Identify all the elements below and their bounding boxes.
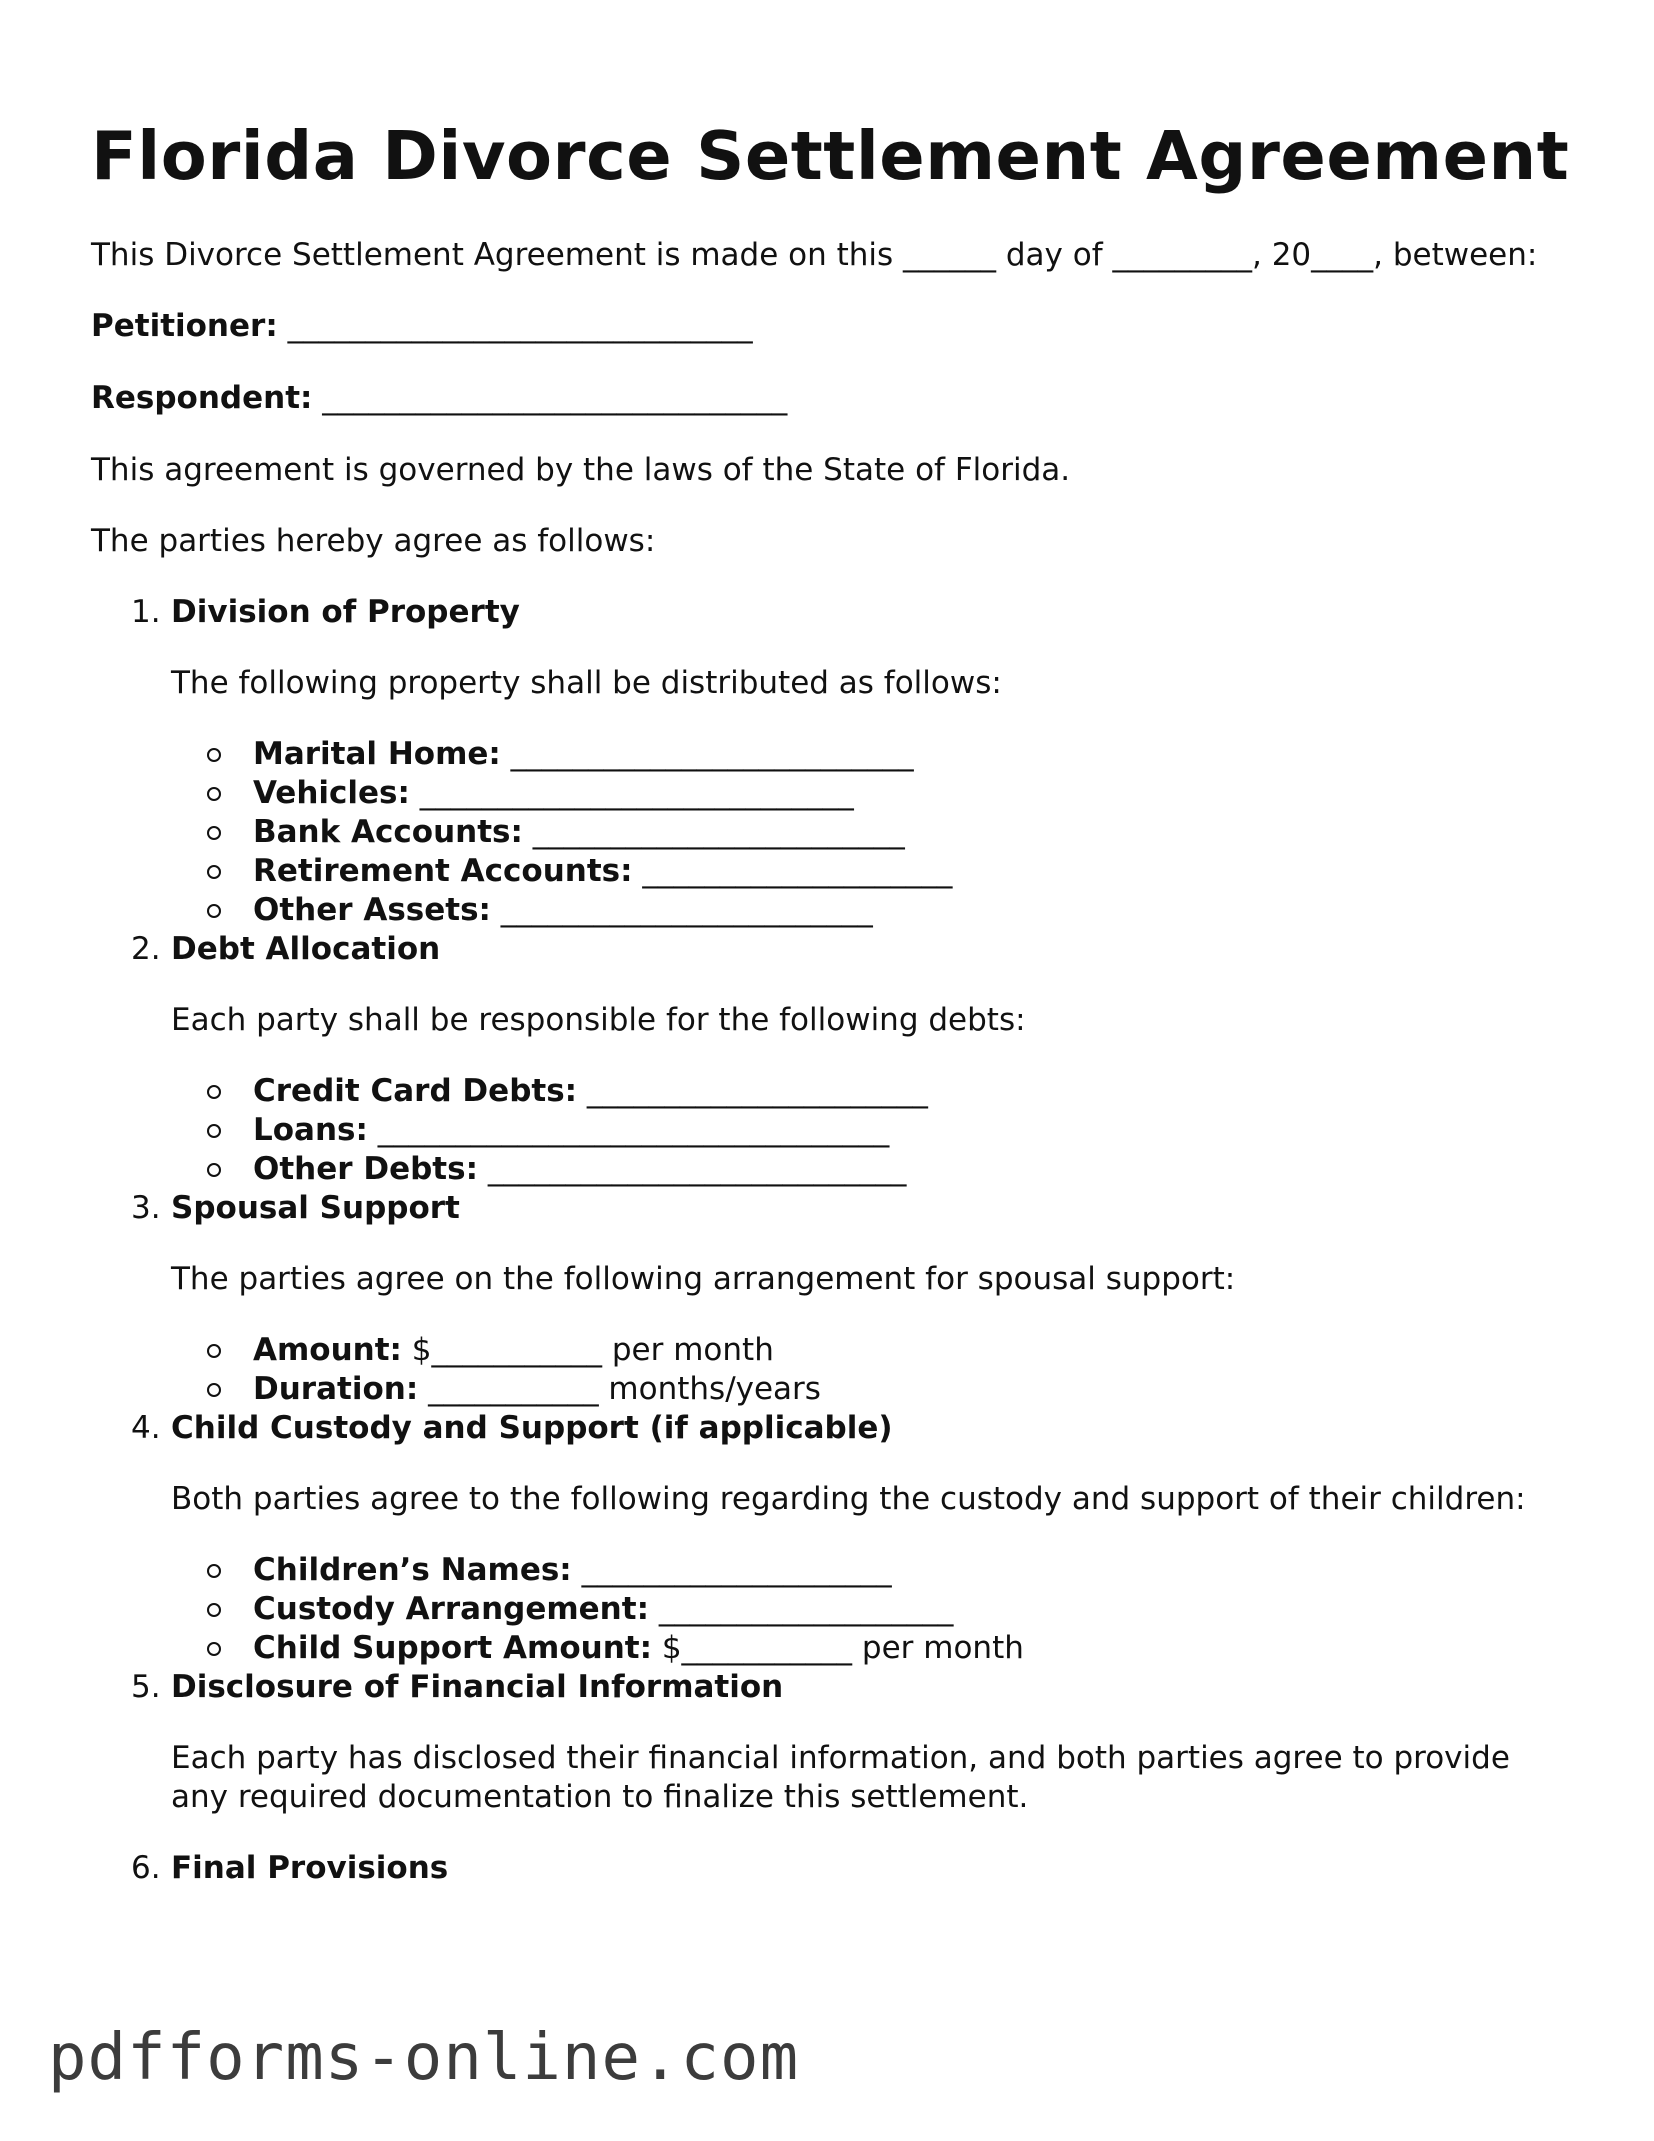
section-heading: Division of Property xyxy=(171,594,520,630)
section-heading: Debt Allocation xyxy=(171,931,441,967)
field-retirement-accounts xyxy=(171,852,1571,891)
field-vehicles xyxy=(171,774,1571,813)
document-title: Florida Divorce Settlement Agreement xyxy=(91,117,1570,195)
field-label: Vehicles: xyxy=(253,775,410,811)
circle-bullet-icon xyxy=(207,748,221,762)
circle-bullet-icon xyxy=(207,1383,221,1397)
document-page xyxy=(91,116,1571,1920)
field-label: Amount: xyxy=(253,1332,402,1368)
circle-bullet-icon xyxy=(207,1344,221,1358)
field-list xyxy=(171,1551,1571,1668)
field-blank[interactable]: ____________________ xyxy=(571,1552,892,1588)
section-financial-disclosure xyxy=(91,1668,1571,1817)
governing-law-paragraph: This agreement is governed by the laws of the State of Florida. xyxy=(91,452,1071,488)
field-custody-arrangement xyxy=(171,1590,1571,1629)
circle-bullet-icon xyxy=(207,1124,221,1138)
field-blank[interactable]: _________________________________ xyxy=(367,1112,890,1148)
circle-bullet-icon xyxy=(207,1642,221,1656)
field-bank-accounts xyxy=(171,813,1571,852)
section-heading: Final Provisions xyxy=(171,1850,449,1886)
petitioner-line xyxy=(91,307,1571,346)
section-heading: Disclosure of Financial Information xyxy=(171,1669,784,1705)
respondent-line xyxy=(91,379,1571,418)
circle-bullet-icon xyxy=(207,787,221,801)
field-blank[interactable]: ________________________ xyxy=(522,814,905,850)
field-blank[interactable]: ____________________________ xyxy=(409,775,854,811)
field-blank[interactable]: ___________________ xyxy=(648,1591,954,1627)
field-label: Children’s Names: xyxy=(253,1552,572,1588)
field-blank[interactable]: ____________________ xyxy=(632,853,953,889)
section-heading: Child Custody and Support (if applicable) xyxy=(171,1410,893,1446)
field-list xyxy=(171,1072,1571,1189)
field-child-support-amount xyxy=(171,1629,1571,1668)
section-number: 4. xyxy=(131,1410,161,1446)
field-label: Other Assets: xyxy=(253,892,491,928)
site-watermark: pdfforms-online.com xyxy=(48,2021,800,2095)
agree-intro-paragraph: The parties hereby agree as follows: xyxy=(91,523,656,559)
field-blank[interactable]: ________________________ xyxy=(490,892,873,928)
field-childrens-names xyxy=(171,1551,1571,1590)
field-blank[interactable]: __________________________ xyxy=(500,736,914,772)
field-label: Bank Accounts: xyxy=(253,814,523,850)
field-blank[interactable]: ______________________ xyxy=(577,1073,928,1109)
section-spousal-support xyxy=(91,1189,1571,1409)
field-label: Other Debts: xyxy=(253,1151,478,1187)
intro-paragraph: This Divorce Settlement Agreement is made on this ______ day of _________, 20____, between: xyxy=(91,237,1538,273)
field-blank[interactable]: ___________ months/years xyxy=(418,1371,821,1407)
field-other-assets xyxy=(171,891,1571,930)
field-label: Loans: xyxy=(253,1112,368,1148)
sections-list xyxy=(91,593,1571,1888)
section-text: Each party shall be responsible for the following debts: xyxy=(171,1002,1026,1038)
circle-bullet-icon xyxy=(207,904,221,918)
section-debt-allocation xyxy=(91,930,1571,1189)
section-number: 2. xyxy=(131,931,161,967)
respondent-blank[interactable]: ______________________________ xyxy=(312,380,788,416)
field-label: Child Support Amount: xyxy=(253,1630,652,1666)
field-duration xyxy=(171,1370,1571,1409)
field-list xyxy=(171,735,1571,930)
field-loans xyxy=(171,1111,1571,1150)
field-list xyxy=(171,1331,1571,1409)
circle-bullet-icon xyxy=(207,826,221,840)
section-number: 1. xyxy=(131,594,161,630)
field-blank[interactable]: $___________ per month xyxy=(651,1630,1024,1666)
section-division-of-property xyxy=(91,593,1571,930)
section-text: The parties agree on the following arrangement for spousal support: xyxy=(171,1261,1236,1297)
petitioner-blank[interactable]: ______________________________ xyxy=(277,308,753,344)
field-label: Duration: xyxy=(253,1371,419,1407)
section-number: 5. xyxy=(131,1669,161,1705)
circle-bullet-icon xyxy=(207,865,221,879)
section-text: Each party has disclosed their financial information, and both parties agree to provide any required documentation to finalize this settlement. xyxy=(171,1740,1510,1815)
section-final-provisions xyxy=(91,1849,1571,1888)
circle-bullet-icon xyxy=(207,1085,221,1099)
section-child-custody xyxy=(91,1409,1571,1668)
section-number: 3. xyxy=(131,1190,161,1226)
field-label: Retirement Accounts: xyxy=(253,853,633,889)
circle-bullet-icon xyxy=(207,1163,221,1177)
section-text: The following property shall be distributed as follows: xyxy=(171,665,1002,701)
field-label: Marital Home: xyxy=(253,736,501,772)
field-amount xyxy=(171,1331,1571,1370)
circle-bullet-icon xyxy=(207,1564,221,1578)
field-other-debts xyxy=(171,1150,1571,1189)
respondent-label: Respondent: xyxy=(91,380,313,416)
field-blank[interactable]: $___________ per month xyxy=(401,1332,774,1368)
field-label: Custody Arrangement: xyxy=(253,1591,649,1627)
field-credit-card-debts xyxy=(171,1072,1571,1111)
petitioner-label: Petitioner: xyxy=(91,308,278,344)
section-heading: Spousal Support xyxy=(171,1190,460,1226)
field-blank[interactable]: ___________________________ xyxy=(477,1151,907,1187)
section-number: 6. xyxy=(131,1850,161,1886)
circle-bullet-icon xyxy=(207,1603,221,1617)
field-marital-home xyxy=(171,735,1571,774)
field-label: Credit Card Debts: xyxy=(253,1073,578,1109)
section-text: Both parties agree to the following regarding the custody and support of their children: xyxy=(171,1481,1526,1517)
